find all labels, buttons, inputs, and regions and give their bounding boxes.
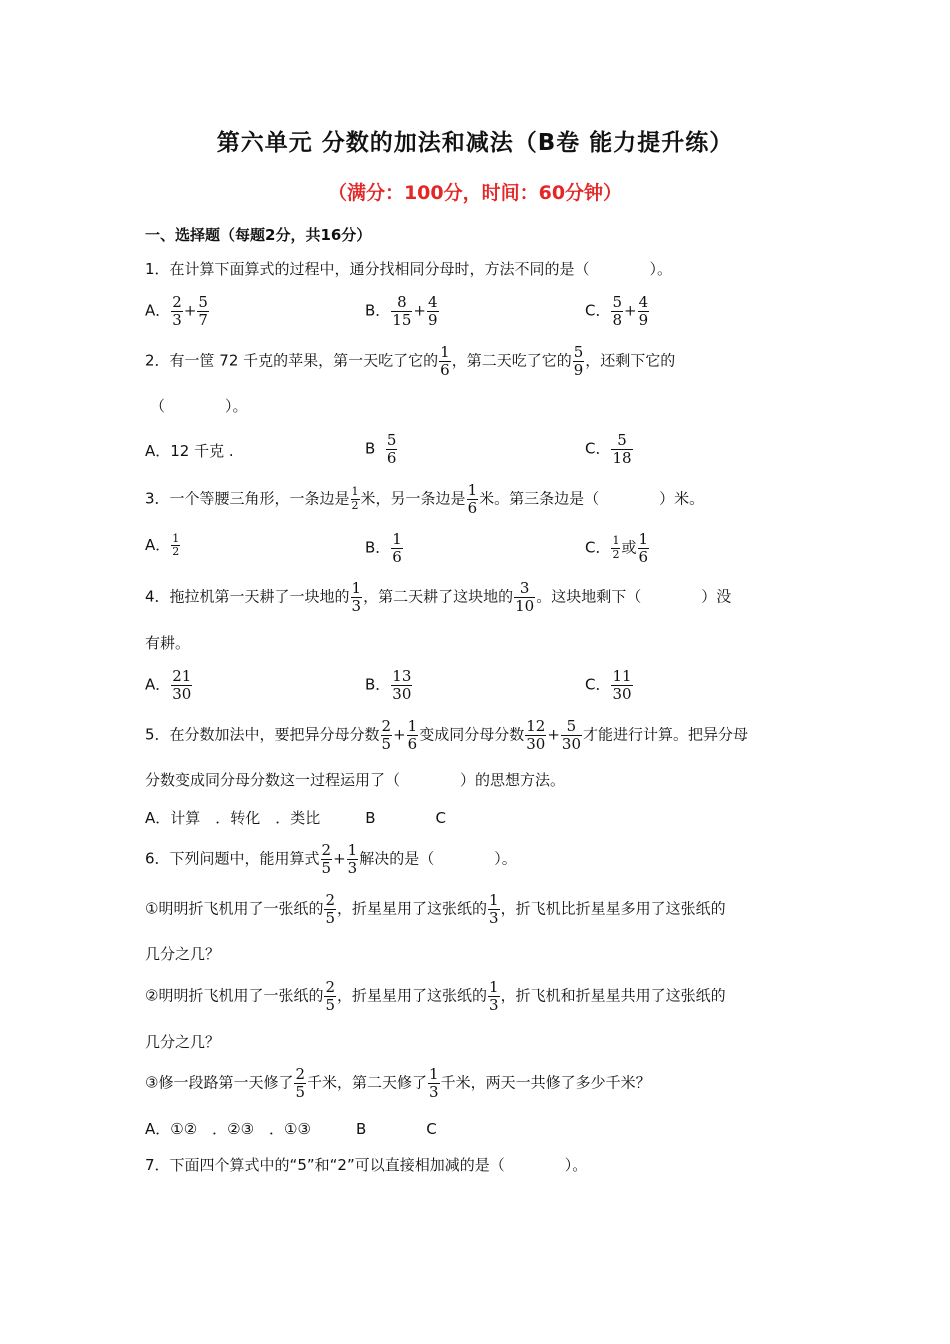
question-2-text: 2．有一筐 72 千克的苹果，第一天吃了它的 $\frac{1}{6}$ ，第二天吃了它的 $\frac{5}{9}$ ，还剩下它的	[145, 343, 676, 379]
fraction: $\frac{1}{6}$	[638, 530, 649, 566]
fraction: $\frac{1}{2}$	[172, 532, 180, 559]
question-2-option-c: C． $\frac{5}{18}$	[585, 431, 632, 467]
question-3-option-b: B． $\frac{1}{6}$	[365, 530, 402, 566]
question-6-text: 6．下列问题中，能用算式 $\frac{2}{5}$ + $\frac{1}{3}$ 解决的是（ ）。	[145, 841, 517, 877]
fraction: $\frac{13}{30}$	[392, 667, 412, 703]
fraction: $\frac{11}{30}$	[612, 667, 632, 703]
question-4-option-c: C． $\frac{11}{30}$	[585, 667, 632, 703]
fraction: $\frac{5}{18}$	[612, 431, 632, 467]
page-subtitle: （满分：100分，时间：60分钟）	[327, 182, 623, 204]
fraction: $\frac{1}{3}$	[489, 978, 499, 1014]
fraction: $\frac{21}{30}$	[172, 667, 192, 703]
question-3-text: 3．一个等腰三角形，一条边是 $\frac{1}{2}$ 米，另一条边是 $\frac{1}{6}$ 米。第三条边是（ ）米。	[145, 481, 705, 517]
fraction: $\frac{8}{15}$	[392, 293, 412, 329]
question-3-option-a: A． $\frac{1}{2}$	[145, 532, 180, 559]
question-5-options: A．计算 ．转化 ．类比 B C	[145, 809, 447, 827]
question-1-option-b: B． $\frac{8}{15}$ + $\frac{4}{9}$	[365, 293, 438, 329]
question-1-text: 1．在计算下面算式的过程中，通分找相同分母时，方法不同的是（ ）。	[145, 260, 673, 278]
fraction: $\frac{2}{5}$	[321, 841, 332, 877]
fraction: $\frac{1}{3}$	[347, 841, 358, 877]
page-title: 第六单元 分数的加法和减法（B卷 能力提升练）	[216, 130, 734, 156]
fraction: $\frac{3}{10}$	[515, 579, 535, 615]
fraction: $\frac{1}{3}$	[429, 1065, 439, 1101]
fraction: $\frac{5}{7}$	[198, 293, 208, 329]
fraction: $\frac{5}{30}$	[561, 717, 581, 753]
section-heading: 一、选择题（每题2分，共16分）	[145, 226, 372, 244]
fraction: $\frac{2}{5}$	[381, 717, 392, 753]
question-6-item-2: ②明明折飞机用了一张纸的 $\frac{2}{5}$ ，折星星用了这张纸的 $\frac{1}{3}$ ，折飞机和折星星共用了这张纸的	[145, 978, 726, 1014]
question-6-item-1-line2: 几分之几？	[145, 945, 221, 963]
fraction: $\frac{1}{6}$	[407, 717, 418, 753]
fraction: $\frac{1}{6}$	[392, 530, 402, 566]
question-4-text-line2: 有耕。	[145, 634, 191, 652]
fraction: $\frac{1}{6}$	[440, 343, 450, 379]
question-6-item-3: ③修一段路第一天修了 $\frac{2}{5}$ 千米，第二天修了 $\frac{1}{3}$ 千米，两天一共修了多少千米？	[145, 1065, 651, 1101]
fraction: $\frac{1}{3}$	[351, 579, 362, 615]
question-4-option-b: B． $\frac{13}{30}$	[365, 667, 412, 703]
fraction: $\frac{1}{2}$	[351, 485, 359, 512]
question-6-item-2-line2: 几分之几？	[145, 1033, 221, 1051]
fraction: $\frac{1}{2}$	[612, 534, 620, 561]
question-3-option-c: C． $\frac{1}{2}$ 或 $\frac{1}{6}$	[585, 530, 649, 566]
fraction: $\frac{2}{3}$	[172, 293, 182, 329]
question-6-item-1: ①明明折飞机用了一张纸的 $\frac{2}{5}$ ，折星星用了这张纸的 $\frac{1}{3}$ ，折飞机比折星星多用了这张纸的	[145, 891, 726, 927]
question-4-option-a: A． $\frac{21}{30}$	[145, 667, 192, 703]
question-7-text: 7．下面四个算式中的“5”和“2”可以直接相加减的是（ ）。	[145, 1156, 588, 1174]
fraction: $\frac{1}{3}$	[489, 891, 499, 927]
fraction: $\frac{5}{8}$	[612, 293, 623, 329]
fraction: $\frac{4}{9}$	[638, 293, 649, 329]
question-2-blank: （ ）。	[150, 397, 248, 415]
question-2-option-a: A．12 千克 .	[145, 442, 234, 460]
question-1-option-a: A． $\frac{2}{3}$ + $\frac{5}{7}$	[145, 293, 208, 329]
question-5-text-line2: 分数变成同分母分数这一过程运用了（ ）的思想方法。	[145, 771, 566, 789]
fraction: $\frac{4}{9}$	[427, 293, 438, 329]
question-1-option-c: C． $\frac{5}{8}$ + $\frac{4}{9}$	[585, 293, 649, 329]
question-6-options: A．①② ．②③ ．①③ B C	[145, 1120, 437, 1138]
fraction: $\frac{2}{5}$	[295, 1065, 305, 1101]
fraction: $\frac{12}{30}$	[526, 717, 546, 753]
fraction: $\frac{2}{5}$	[325, 891, 335, 927]
question-5-text: 5．在分数加法中，要把异分母分数 $\frac{2}{5}$ + $\frac{1}{6}$ 变成同分母分数 $\frac{12}{30}$ + $\frac{5}{30}$ 才能进行计算。把异分母	[145, 717, 749, 753]
fraction: $\frac{1}{6}$	[467, 481, 478, 517]
fraction: $\frac{2}{5}$	[325, 978, 335, 1014]
fraction: $\frac{5}{6}$	[386, 431, 397, 467]
question-4-text: 4．拖拉机第一天耕了一块地的 $\frac{1}{3}$ ，第二天耕了这块地的 $\frac{3}{10}$ 。这块地剩下（ ）没	[145, 579, 732, 615]
fraction: $\frac{5}{9}$	[573, 343, 584, 379]
question-2-option-b: B $\frac{5}{6}$	[365, 431, 397, 467]
